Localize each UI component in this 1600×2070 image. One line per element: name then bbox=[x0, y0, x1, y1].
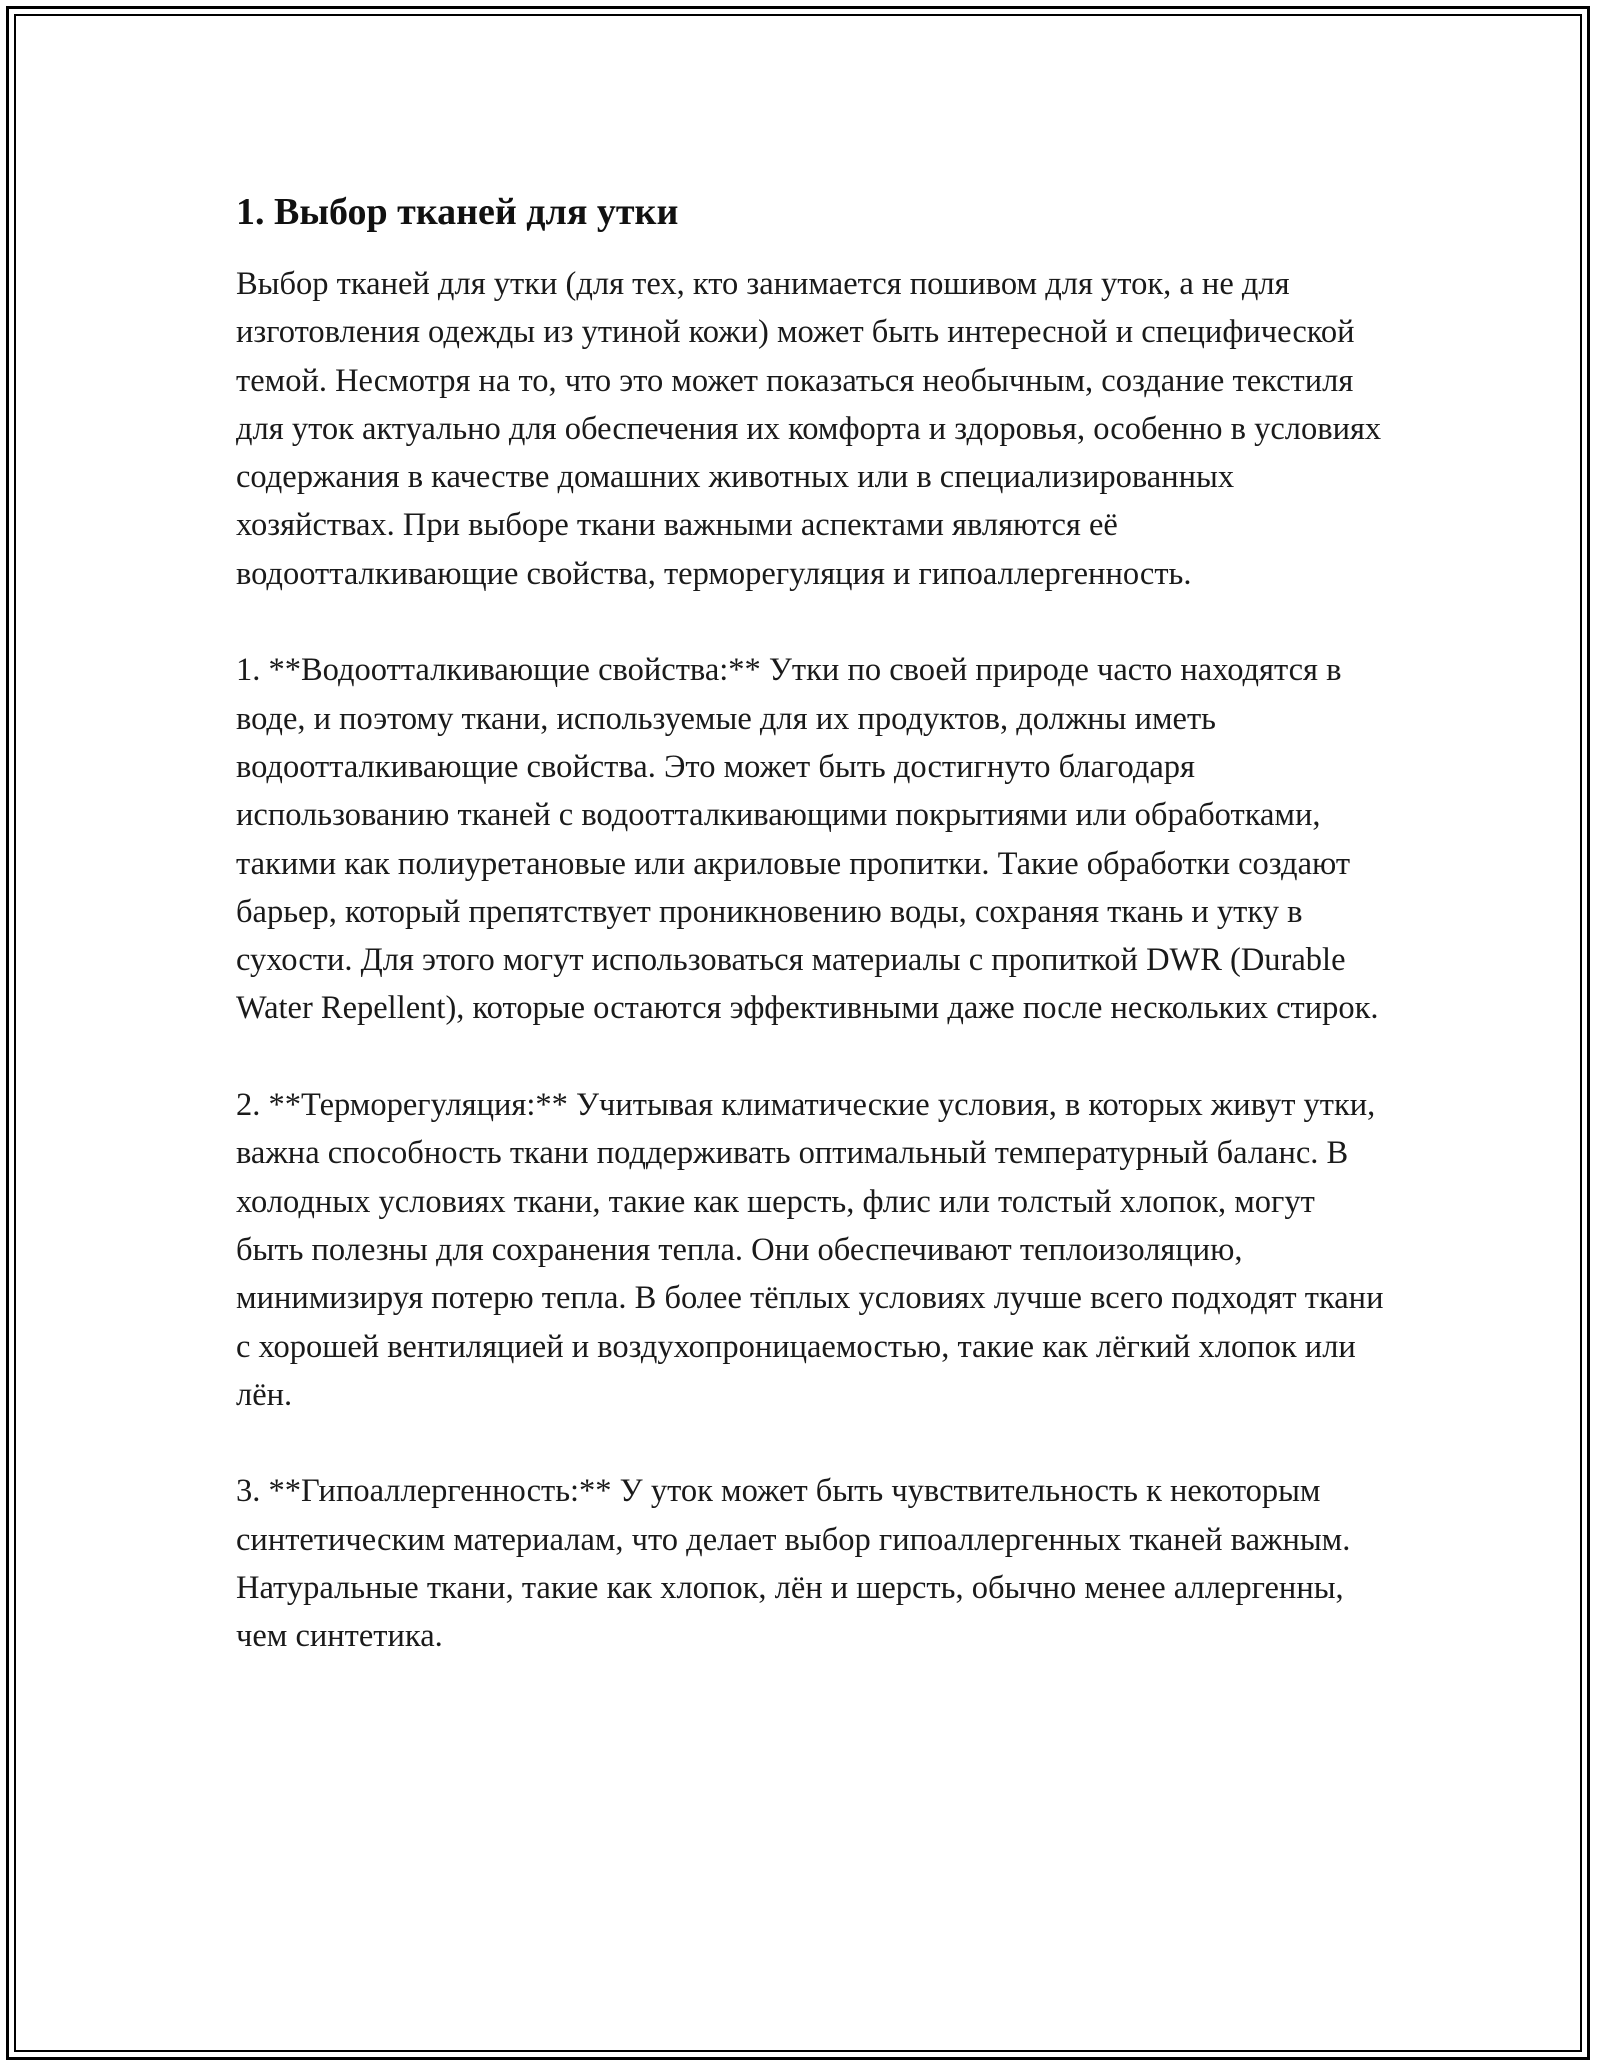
hypoallergenic-paragraph: 3. **Гипоаллергенность:** У уток может быть чувствительность к некоторым синтетическим материалам, что делает выбор гипоаллергенных тканей важным. Натуральные ткани, такие как хлопок, лён и шерсть, обычно менее аллергенны, чем синтетика. bbox=[236, 1473, 1351, 1655]
water-repellent-paragraph: 1. **Водоотталкивающие свойства:** Утки по своей природе часто находятся в воде, и поэтому ткани, используемые для их продуктов, должны иметь водоотталкивающие свойства. Это может быть достигнуто благодаря использованию тканей с водоотталкивающими покрытиями или обработками, такими как полиуретановые или акриловые пропитки. Такие обработки создают барьер, который препятствует проникновению воды, сохраняя ткань и утку в сухости. Для этого могут использоваться материалы с пропиткой DWR (Durable Water Repellent), которые остаются эффективными даже после нескольких стирок. bbox=[236, 652, 1379, 1027]
section-heading: 1. Выбор тканей для утки bbox=[236, 191, 679, 233]
intro-paragraph: Выбор тканей для утки (для тех, кто занимается пошивом для уток, а не для изготовления одежды из утиной кожи) может быть интересной и специфической темой. Несмотря на то, что это может показаться необычным, создание текстиля для уток актуально для обеспечения их комфорта и здоровья, особенно в условиях содержания в качестве домашних животных или в специализированных хозяйствах. При выборе ткани важными аспектами являются её водоотталкивающие свойства, терморегуляция и гипоаллергенность. bbox=[236, 266, 1382, 592]
thermoregulation-paragraph: 2. **Терморегуляция:** Учитывая климатические условия, в которых живут утки, важна способность ткани поддерживать оптимальный температурный баланс. В холодных условиях ткани, такие как шерсть, флис или толстый хлопок, могут быть полезны для сохранения тепла. Они обеспечивают теплоизоляцию, минимизируя потерю тепла. В более тёплых условиях лучше всего подходят ткани с хорошей вентиляцией и воздухопроницаемостью, такие как лёгкий хлопок или лён. bbox=[236, 1087, 1384, 1413]
document-body bbox=[236, 188, 1386, 1709]
